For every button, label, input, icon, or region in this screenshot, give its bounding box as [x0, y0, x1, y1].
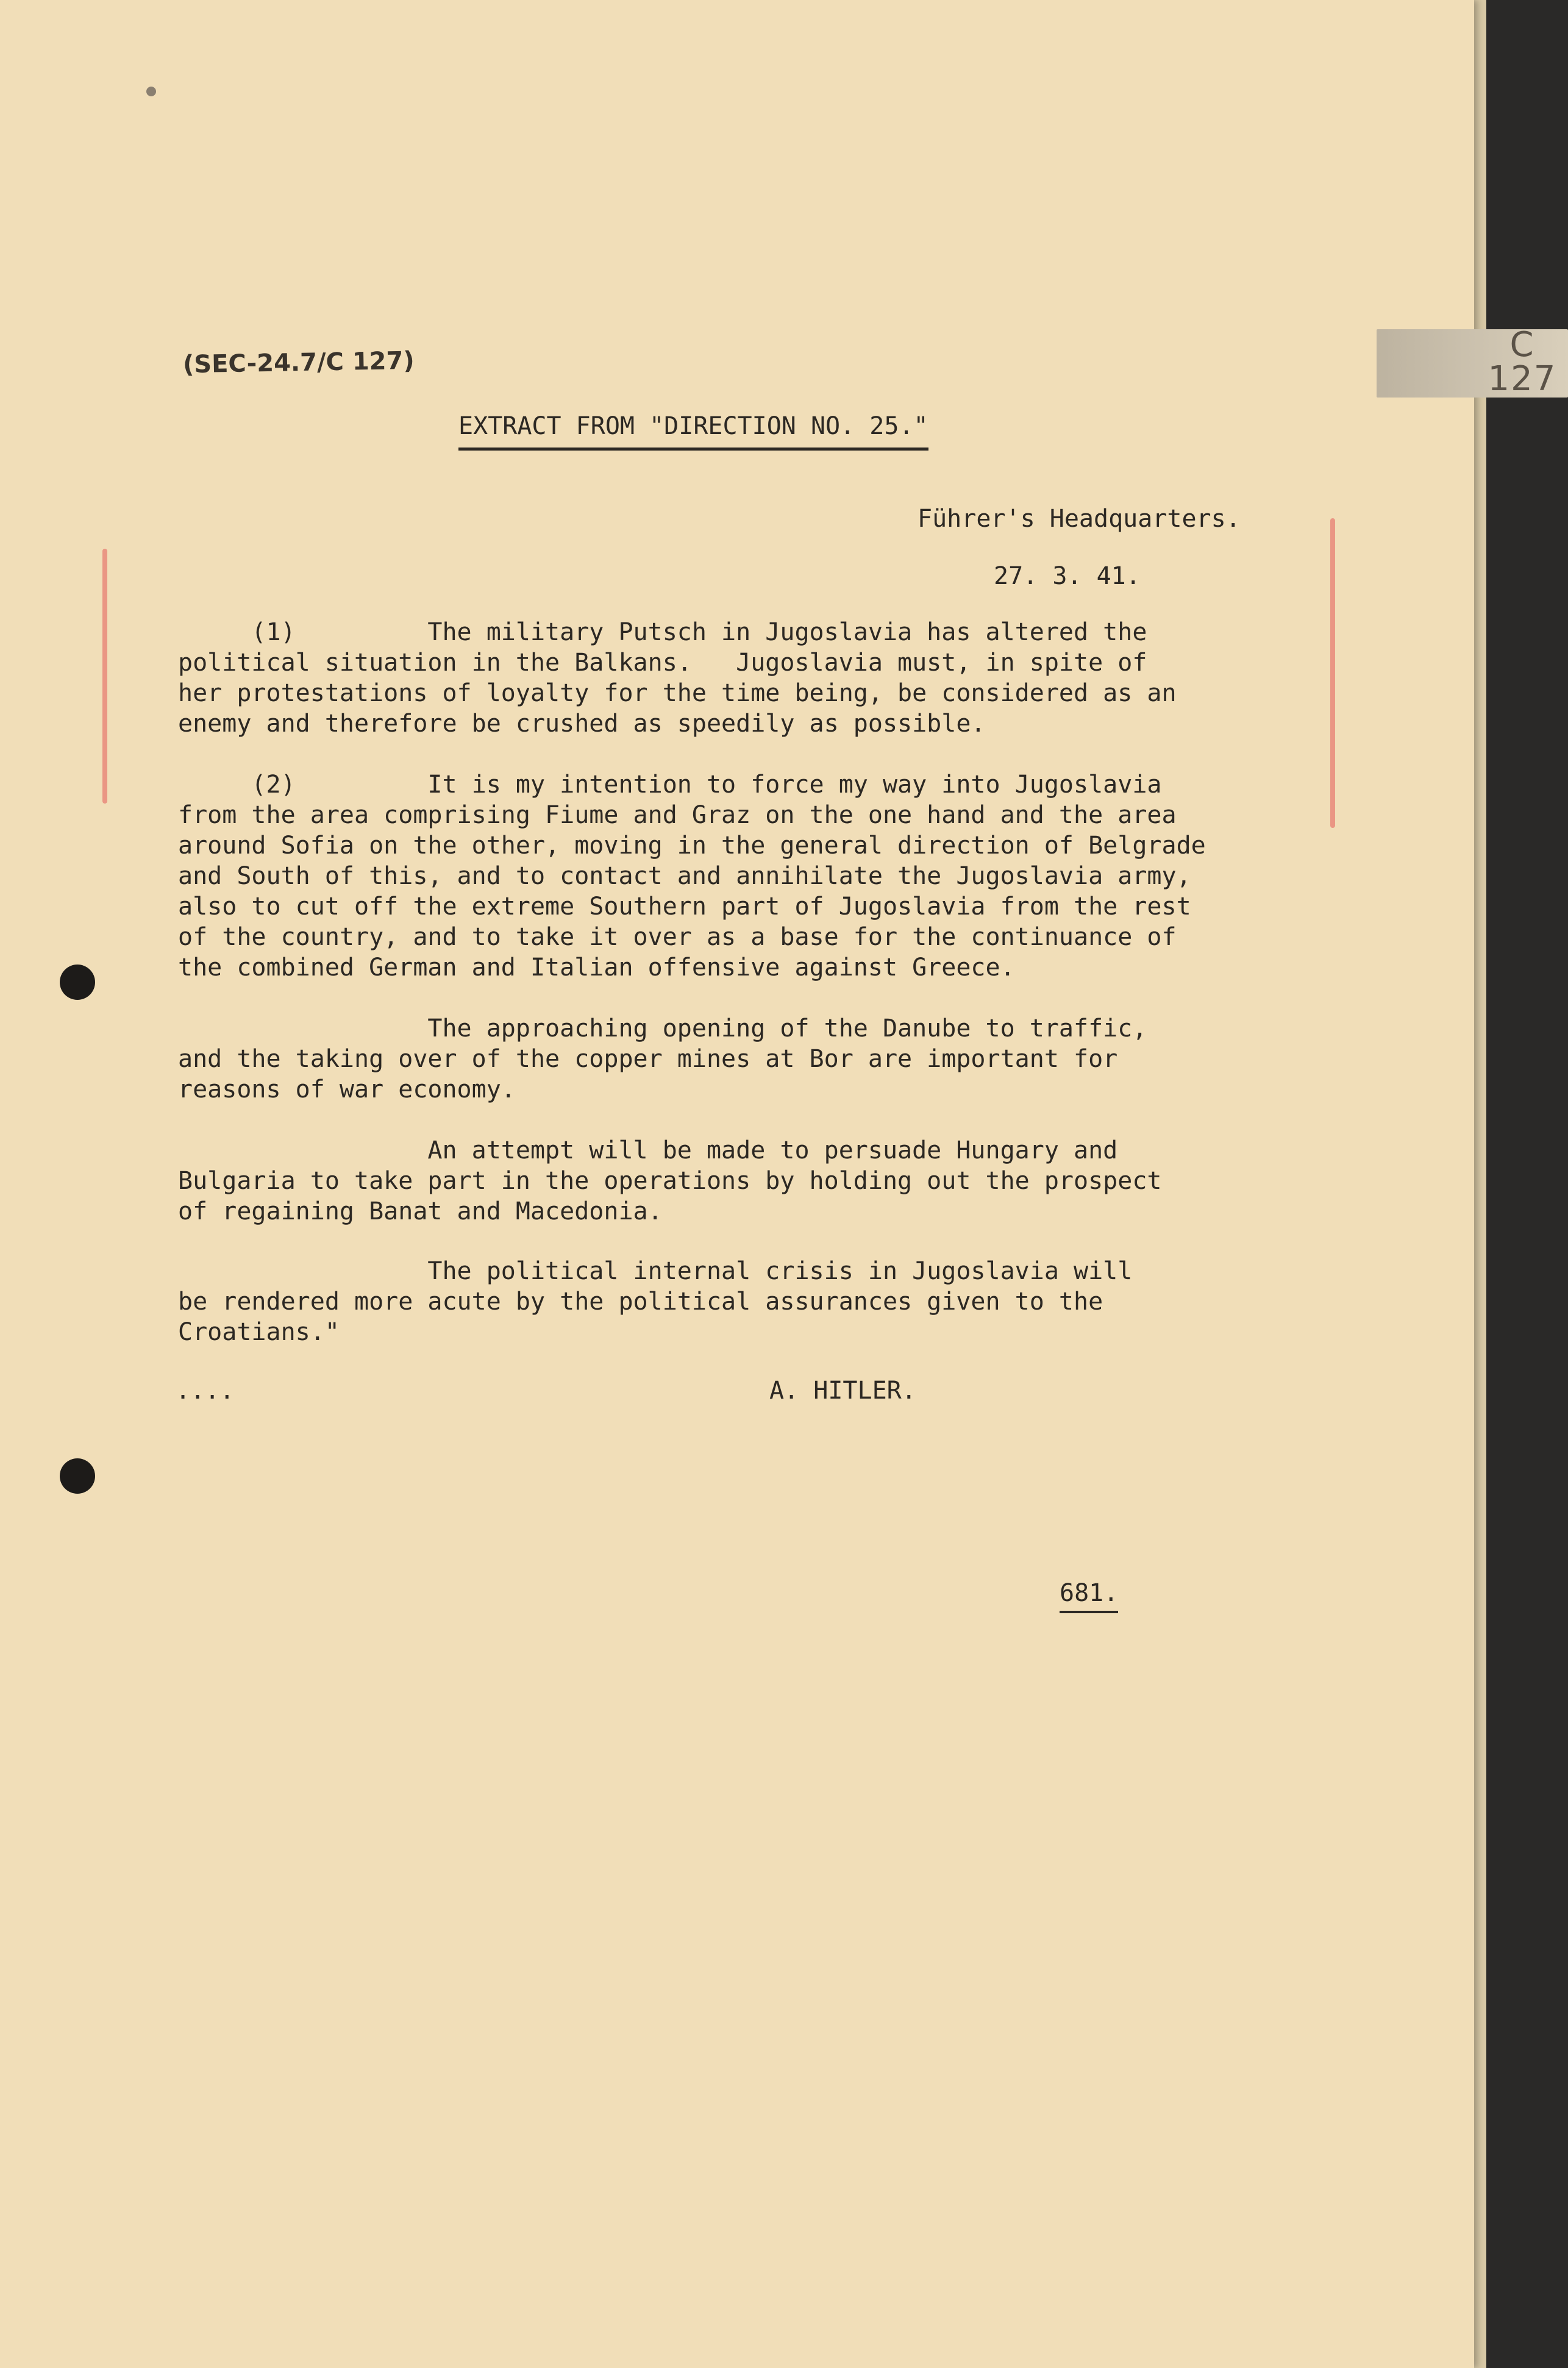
paragraph-4: An attempt will be made to persuade Hungary and Bulgaria to take part in the operations by holding out the prospect of regaining Banat and Macedonia. [178, 1136, 1162, 1225]
red-margin-mark-left [102, 549, 107, 804]
index-tab-label: C 127 [1488, 325, 1557, 399]
paragraph-5: The political internal crisis in Jugoslavia will be rendered more acute by the political assurances given to the Croatians." [178, 1257, 1133, 1346]
issuing-place: Führer's Headquarters. [918, 505, 1241, 533]
page-number: 681. [1060, 1578, 1118, 1613]
document-date: 27. 3. 41. [994, 562, 1141, 590]
document-title: EXTRACT FROM "DIRECTION NO. 25." [458, 411, 928, 451]
signature: A. HITLER. [769, 1377, 916, 1405]
punch-hole-lower [60, 1458, 95, 1494]
paragraph-3: The approaching opening of the Danube to traffic, and the taking over of the copper mines at Bor are important for reasons of war economy. [178, 1015, 1147, 1104]
paragraph-2: (2) It is my intention to force my way into Jugoslavia from the area comprising Fiume and Graz on the one hand and the area around Sofia on the other, moving in the general direction of Belgrade and South of this, and to contact and annihilate the Jugoslavia army, also to cut off the extreme Southern part of Jugoslavia from the rest of the country, and to take it over as a base for the continuance of the combined German and Italian offensive against Greece. [178, 771, 1206, 982]
ink-speck [146, 87, 156, 96]
paragraph-1: (1) The military Putsch in Jugoslavia has altered the political situation in the Balkans. Jugoslavia must, in spite of her protestations of loyalty for the time being, be considered as an enemy and therefore be crushed as speedily as possible. [178, 618, 1177, 738]
red-margin-mark-right [1330, 518, 1335, 828]
punch-hole-upper [60, 965, 95, 1000]
omission-dots: .... [176, 1377, 235, 1405]
document-reference: (SEC-24.7/C 127) [182, 346, 415, 379]
